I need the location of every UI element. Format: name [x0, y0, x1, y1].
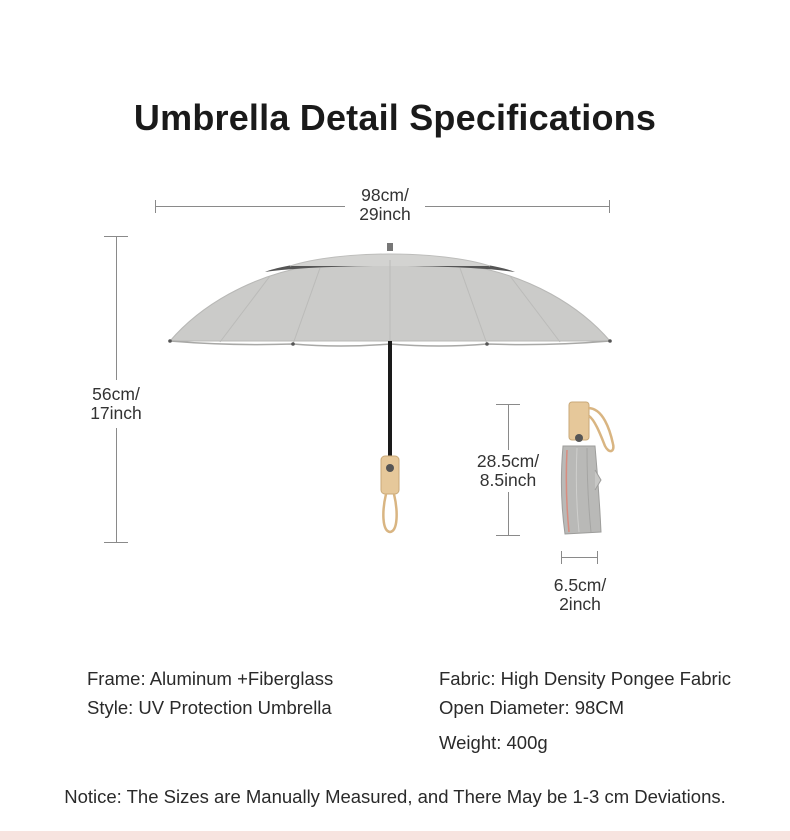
- folded-umbrella-image: [555, 400, 625, 540]
- dimension-tick: [609, 200, 610, 213]
- dimension-tick: [597, 551, 598, 564]
- spec-fabric: Fabric: High Density Pongee Fabric: [439, 668, 732, 689]
- spec-frame: Frame: Aluminum +Fiberglass: [87, 668, 334, 689]
- open-umbrella-image: [160, 236, 620, 536]
- bottom-accent-strip: [0, 831, 790, 840]
- dimension-tick: [496, 535, 520, 536]
- dimension-tick: [104, 542, 128, 543]
- dimension-line: [508, 404, 509, 450]
- open-width-label: 98cm/ 29inch: [359, 185, 411, 224]
- folded-width-label: 6.5cm/ 2inch: [553, 575, 607, 614]
- folded-length-label: 28.5cm/ 8.5inch: [476, 451, 540, 490]
- spec-open-diameter: Open Diameter: 98CM: [439, 697, 625, 718]
- open-height-label: 56cm/ 17inch: [90, 384, 142, 423]
- dimension-line: [425, 206, 610, 207]
- page-title: Umbrella Detail Specifications: [133, 97, 657, 138]
- spec-weight: Weight: 400g: [439, 732, 548, 753]
- dimension-line: [116, 236, 117, 380]
- dimension-line: [561, 557, 598, 558]
- spec-style: Style: UV Protection Umbrella: [87, 697, 332, 718]
- dimension-line: [116, 428, 117, 542]
- dimension-line: [155, 206, 345, 207]
- notice-text: Notice: The Sizes are Manually Measured, and There May be 1-3 cm Deviations.: [64, 786, 726, 807]
- dimension-line: [508, 492, 509, 535]
